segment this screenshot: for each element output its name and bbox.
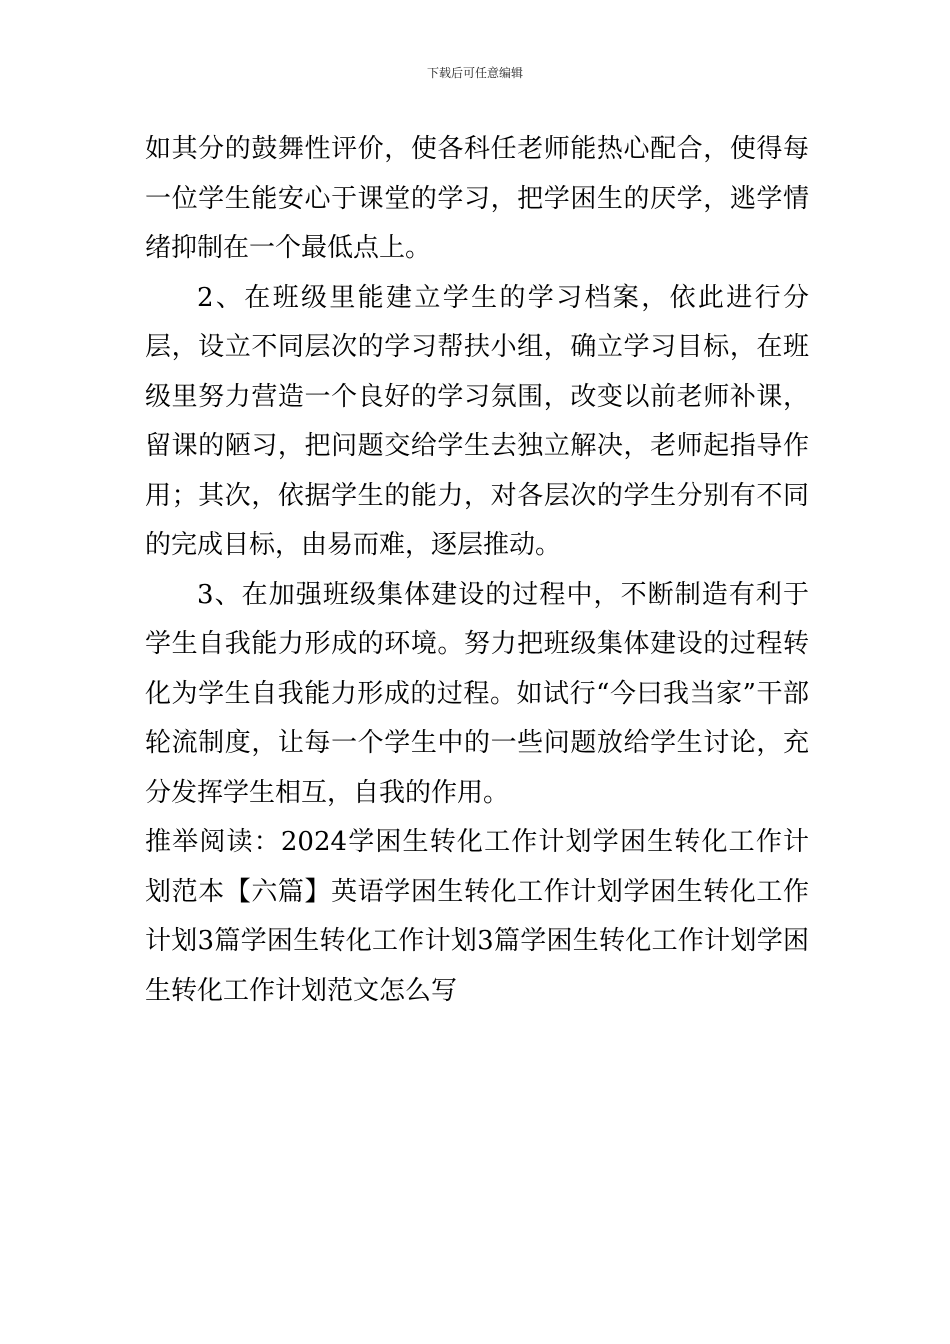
recommended-reading: 推举阅读：2024学困生转化工作计划学困生转化工作计划范本【六篇】英语学困生转化工作计划学困生转化工作计划3篇学困生转化工作计划3篇学困生转化工作计划学困生转化工作计划范文怎么写: [145, 827, 809, 1006]
paragraph-item-2: 2、在班级里能建立学生的学习档案，依此进行分层，设立不同层次的学习帮扶小组，确立学习目标，在班级里努力营造一个良好的学习氛围，改变以前老师补课，留课的陋习，把问题交给学生去独立解决，老师起指导作用；其次，依据学生的能力，对各层次的学生分别有不同的完成目标，由易而难，逐层推动。: [145, 282, 809, 560]
paragraph-item-3: 3、在加强班级集体建设的过程中，不断制造有利于学生自我能力形成的环境。努力把班级集体建设的过程转化为学生自我能力形成的过程。如试行“今曰我当家”干部轮流制度，让每一个学生中的一些问题放给学生讨论，充分发挥学生相互，自我的作用。: [145, 579, 809, 808]
document-body: [145, 125, 809, 1016]
page-header: 下载后可任意编辑: [426, 66, 523, 80]
paragraph-continuation: 如其分的鼓舞性评价，使各科任老师能热心配合，使得每一位学生能安心于课堂的学习，把学困生的厌学，逃学情绪抑制在一个最低点上。: [145, 134, 809, 263]
